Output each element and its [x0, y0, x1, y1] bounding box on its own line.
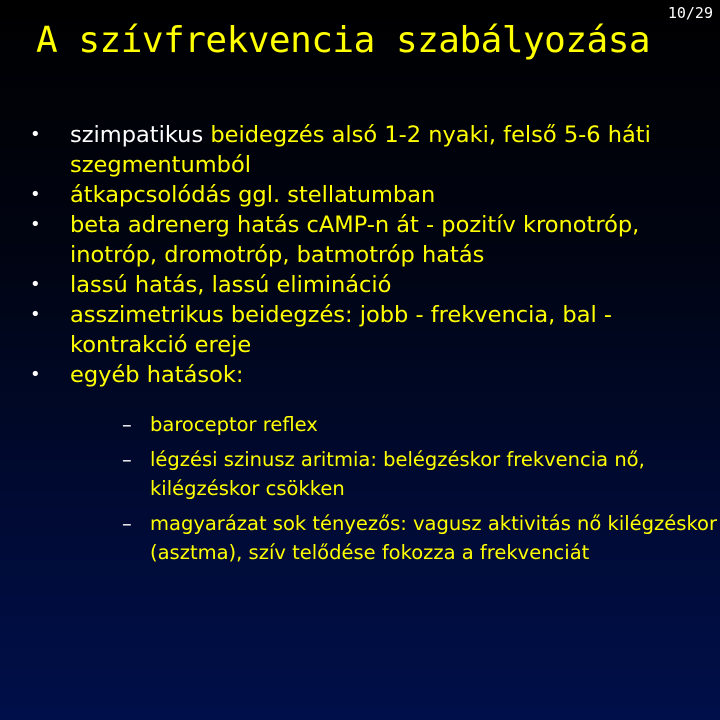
page-number: 10/29	[667, 4, 713, 22]
bullet-item: • átkapcsolódás ggl. stellatumban	[24, 180, 704, 210]
slide-title: A szívfrekvencia szabályozása	[36, 20, 651, 61]
bullet-item: • asszimetrikus beidegzés: jobb - frekvencia, bal - kontrakció ereje	[24, 300, 704, 360]
sub-bullet-item: – magyarázat sok tényezős: vagusz aktivitás nő kilégzéskor (asztma), szív telődése fokozza a frekvenciát	[70, 509, 720, 567]
bullet-text: beidegzés alsó 1-2 nyaki, felső 5-6 háti szegmentumból	[70, 122, 651, 178]
sub-bullet-item: – légzési szinusz aritmia: belégzéskor frekvencia nő, kilégzéskor csökken	[70, 445, 720, 503]
bullet-list	[24, 120, 717, 573]
sub-bullet-item: – baroceptor reflex	[70, 410, 720, 439]
sub-bullet-list	[70, 410, 717, 567]
bullet-item	[24, 120, 704, 180]
bullet-text: egyéb hatások:	[70, 362, 244, 388]
bullet-item: • beta adrenerg hatás cAMP-n át - pozitív kronotróp, inotróp, dromotróp, batmotróp hatás	[24, 210, 704, 270]
bullet-item	[24, 360, 717, 567]
bullet-highlight: szimpatikus	[70, 122, 204, 148]
bullet-item: • lassú hatás, lassú elimináció	[24, 270, 704, 300]
